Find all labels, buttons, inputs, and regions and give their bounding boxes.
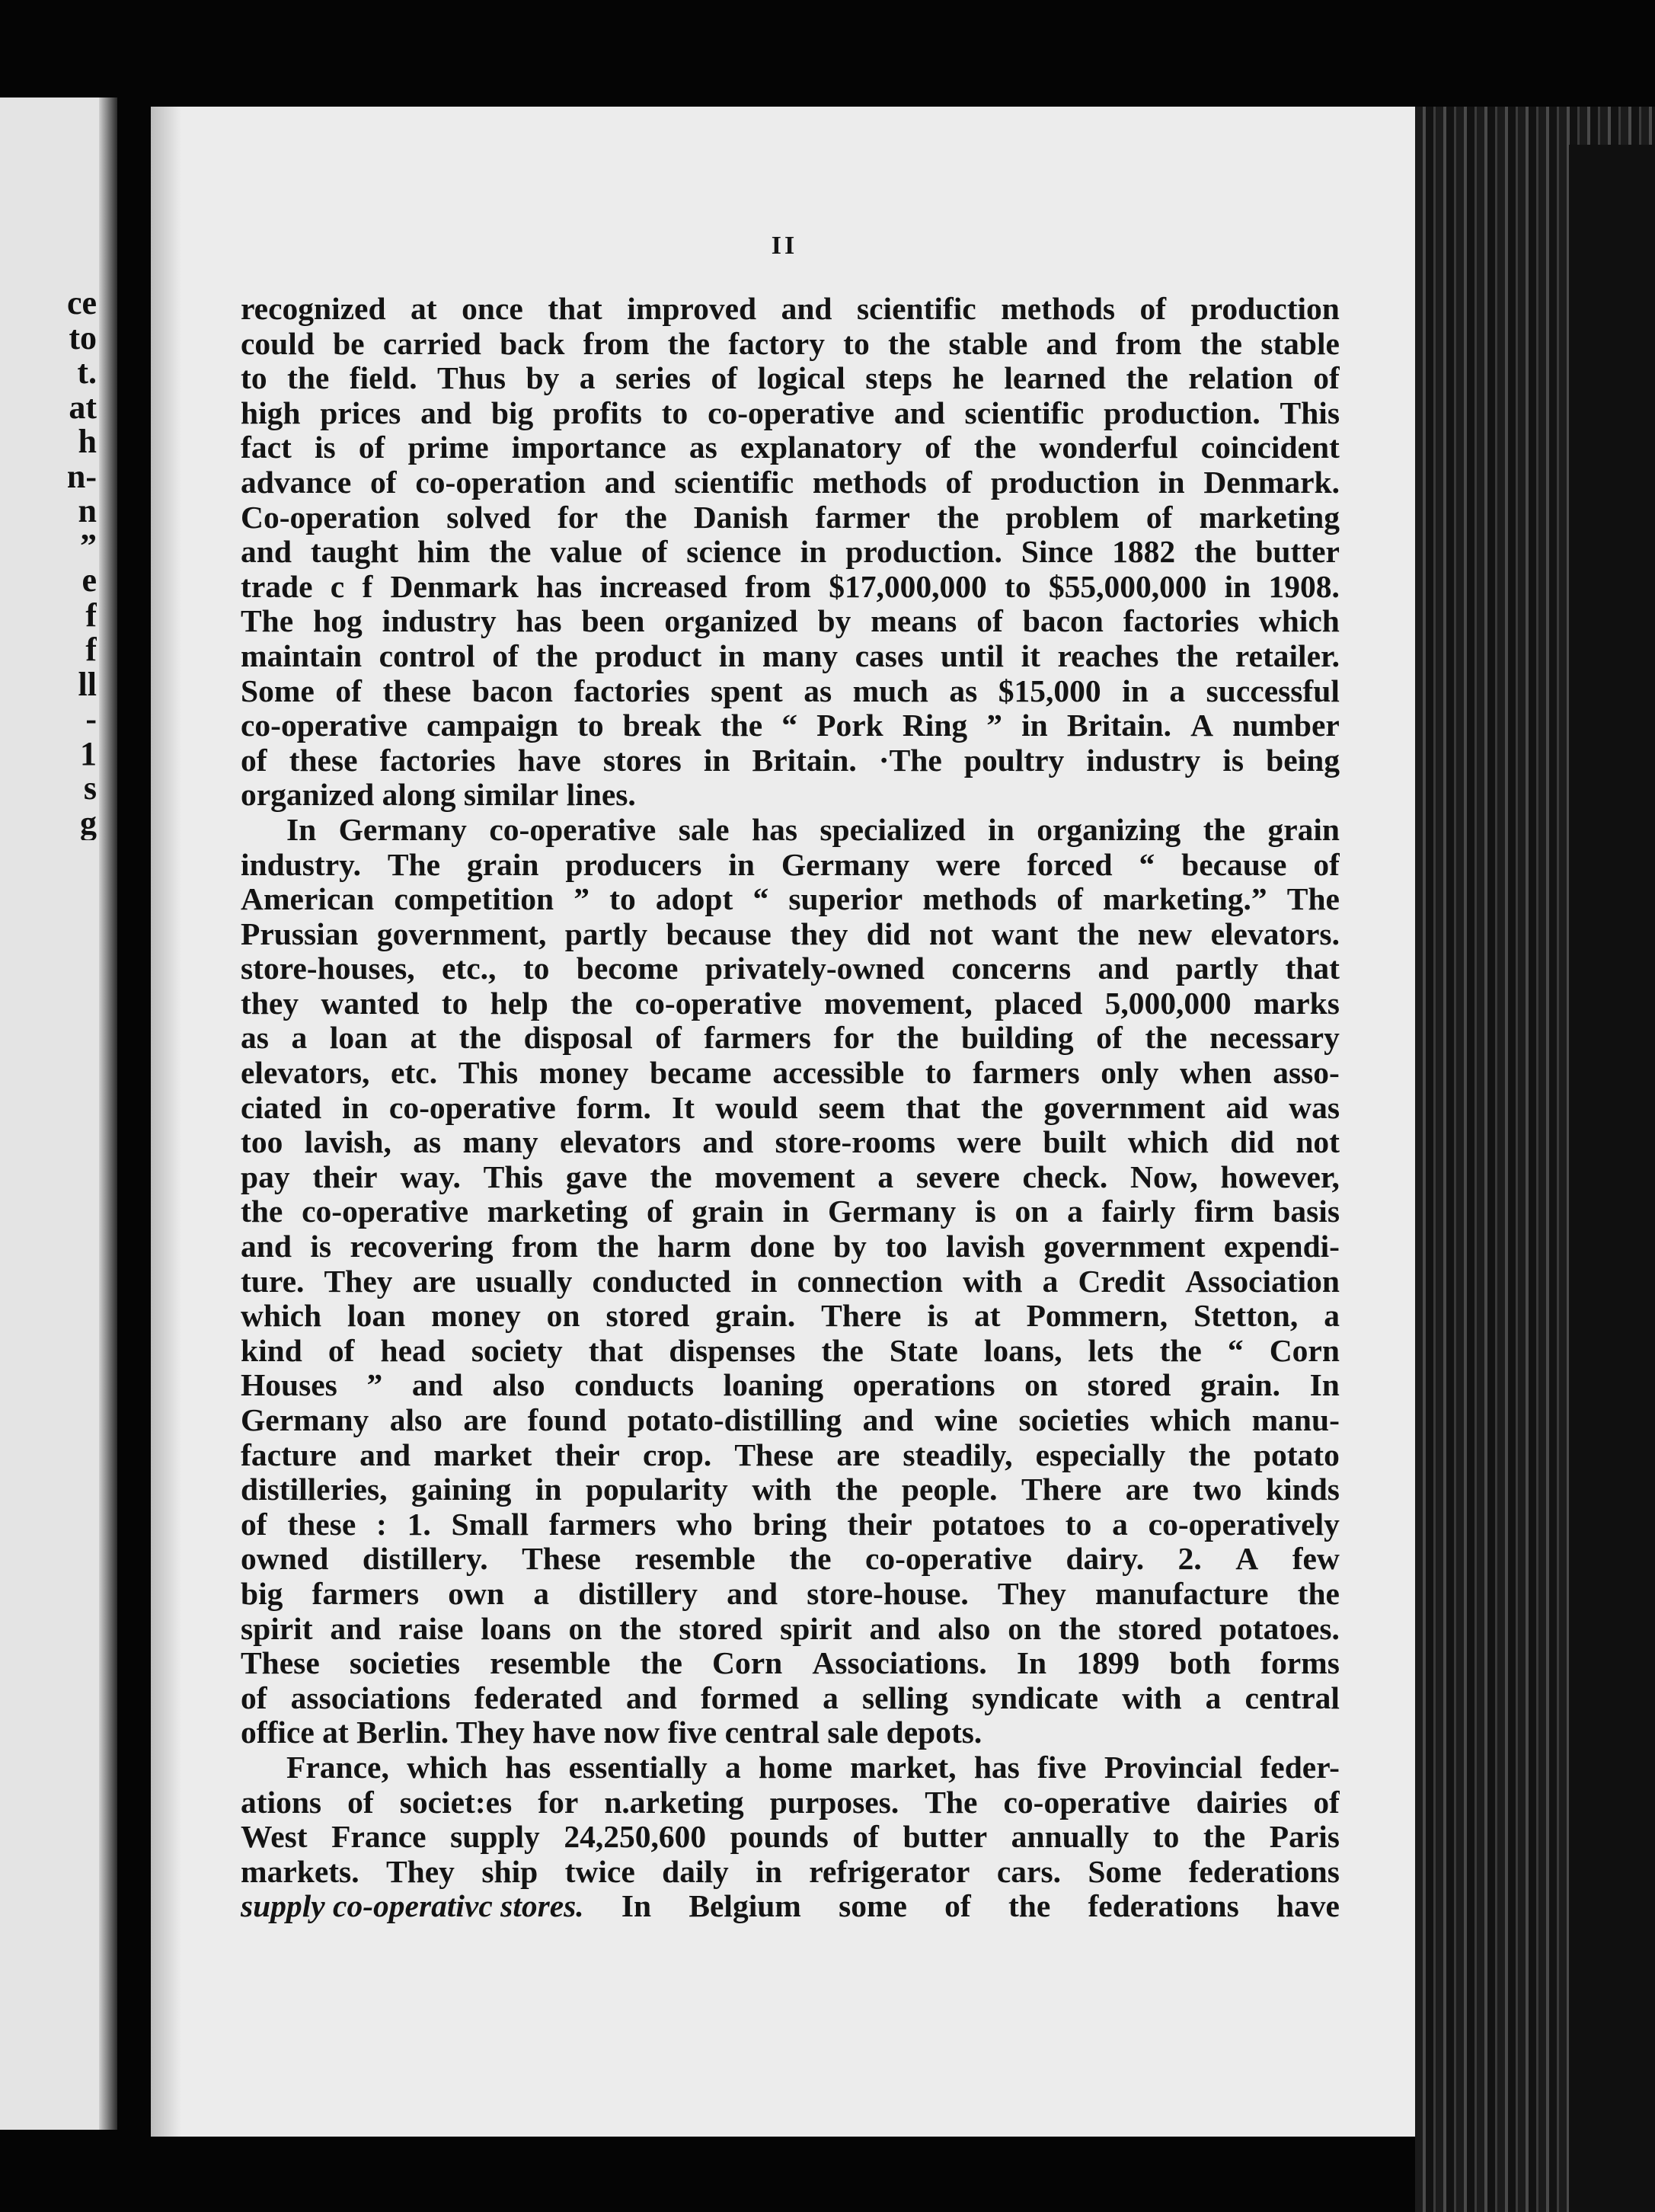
text-line: markets. They ship twice daily in refrigerator cars. Some federations	[241, 1854, 1340, 1889]
text-line: kind of head society that dispenses the State loans, lets the “ Corn	[241, 1333, 1340, 1368]
text-line: co-operative campaign to break the “ Pork Ring ” in Britain. A number	[241, 708, 1340, 743]
text-line: ture. They are usually conducted in connection with a Credit Association	[241, 1264, 1340, 1299]
left-page-fragment: to	[69, 320, 97, 355]
text-line: advance of co-operation and scientific methods of production in Denmark.	[241, 465, 1340, 500]
text-line: industry. The grain producers in Germany were forced “ because of	[241, 847, 1340, 882]
left-page-fragment: g	[80, 805, 97, 840]
left-page-fragment: at	[69, 389, 97, 424]
left-page-fragment: n-	[66, 459, 97, 494]
text-line: trade c f Denmark has increased from $17,000,000 to $55,000,000 in 1908.	[241, 569, 1340, 604]
text-line: big farmers own a distillery and store-house. They manufacture the	[241, 1576, 1340, 1611]
text-line: they wanted to help the co-operative movement, placed 5,000,000 marks	[241, 986, 1340, 1021]
text-line: ations of societ:es for n.arketing purposes. The co-operative dairies of	[241, 1785, 1340, 1820]
left-page-fragment: t.	[77, 355, 97, 390]
text-line: store-houses, etc., to become privately-owned concerns and partly that	[241, 951, 1340, 986]
text-line: too lavish, as many elevators and store-rooms were built which did not	[241, 1125, 1340, 1160]
page-gutter-shadow	[151, 107, 181, 2137]
italic-phrase: supply co-operativc stores.	[241, 1889, 584, 1924]
page-number: II	[771, 232, 798, 260]
text-line: maintain control of the product in many cases until it reaches the retailer.	[241, 638, 1340, 673]
text-line: owned distillery. These resemble the co-operative dairy. 2. A few	[241, 1542, 1340, 1577]
text-line-final: supply co-operativc stores. In Belgium some of the federations have	[241, 1889, 1340, 1924]
left-page-fragment: 1	[80, 736, 97, 771]
left-page-fragment: f	[85, 632, 97, 667]
text-line: Houses ” and also conducts loaning operations on stored grain. In	[241, 1368, 1340, 1403]
text-line: and taught him the value of science in production. Since 1882 the butter	[241, 535, 1340, 570]
text-line: to the field. Thus by a series of logical steps he learned the relation of	[241, 361, 1340, 396]
text-line: recognized at once that improved and scientific methods of production	[241, 292, 1340, 326]
text-line: These societies resemble the Corn Associations. In 1899 both forms	[241, 1646, 1340, 1681]
text-line: American competition ” to adopt “ superior methods of marketing.” The	[241, 882, 1340, 917]
text-line: pay their way. This gave the movement a severe check. Now, however,	[241, 1159, 1340, 1194]
text-line: Some of these bacon factories spent as much as $15,000 in a successful	[241, 673, 1340, 708]
text-line: office at Berlin. They have now five central sale depots.	[241, 1715, 982, 1750]
text-line: and is recovering from the harm done by too lavish government expendi-	[241, 1229, 1340, 1264]
left-page-fragment: -	[85, 702, 97, 737]
text-line: ciated in co-operative form. It would seem that the government aid was	[241, 1090, 1340, 1125]
body-text	[241, 292, 1340, 1924]
text-line: as a loan at the disposal of farmers for the building of the necessary	[241, 1021, 1340, 1056]
left-page-fragment: ce	[66, 286, 97, 321]
text-line: France, which has essentially a home market, has five Provincial feder-	[286, 1750, 1340, 1785]
text-line: could be carried back from the factory to the stable and from the stable	[241, 326, 1340, 361]
left-page-fragment: f	[85, 597, 97, 632]
text-line: In Germany co-operative sale has specialized in organizing the grain	[286, 812, 1340, 847]
text-line: organized along similar lines.	[241, 778, 636, 813]
left-page-fragment: n	[78, 494, 97, 529]
left-page-fragment: ”	[80, 528, 97, 563]
text-line: of these : 1. Small farmers who bring their potatoes to a co-operatively	[241, 1507, 1340, 1542]
text-line: the co-operative marketing of grain in Germany is on a fairly firm basis	[241, 1194, 1340, 1229]
text-line: spirit and raise loans on the stored spirit and also on the stored potatoes.	[241, 1611, 1340, 1646]
text-line: elevators, etc. This money became accessible to farmers only when asso-	[241, 1056, 1340, 1091]
text-line: West France supply 24,250,600 pounds of butter annually to the Paris	[241, 1820, 1340, 1855]
left-page-fragment: s	[83, 771, 97, 806]
text-line: which loan money on stored grain. There is at Pommern, Stetton, a	[241, 1299, 1340, 1334]
left-page-fragment: e	[81, 563, 97, 598]
text-line: Co-operation solved for the Danish farmer the problem of marketing	[241, 500, 1340, 535]
left-page-fragment: ll	[78, 666, 97, 702]
text-line: Germany also are found potato-distilling and wine societies which manu-	[241, 1403, 1340, 1437]
text-line: Prussian government, partly because they did not want the new elevators.	[241, 916, 1340, 951]
left-page-fragment: h	[78, 424, 97, 459]
book-cover-board	[1569, 145, 1655, 2212]
text-line: facture and market their crop. These are steadily, especially the potato	[241, 1437, 1340, 1472]
text-line: distilleries, gaining in popularity with the people. There are two kinds	[241, 1472, 1340, 1507]
text-line: of associations federated and formed a selling syndicate with a central	[241, 1680, 1340, 1715]
text-line: high prices and big profits to co-operative and scientific production. This	[241, 395, 1340, 430]
left-page-text-fragments	[0, 286, 103, 840]
text-line: of these factories have stores in Britain. ·The poultry industry is being	[241, 743, 1340, 778]
text-line: fact is of prime importance as explanatory of the wonderful coincident	[241, 430, 1340, 465]
text-line: The hog industry has been organized by means of bacon factories which	[241, 604, 1340, 639]
